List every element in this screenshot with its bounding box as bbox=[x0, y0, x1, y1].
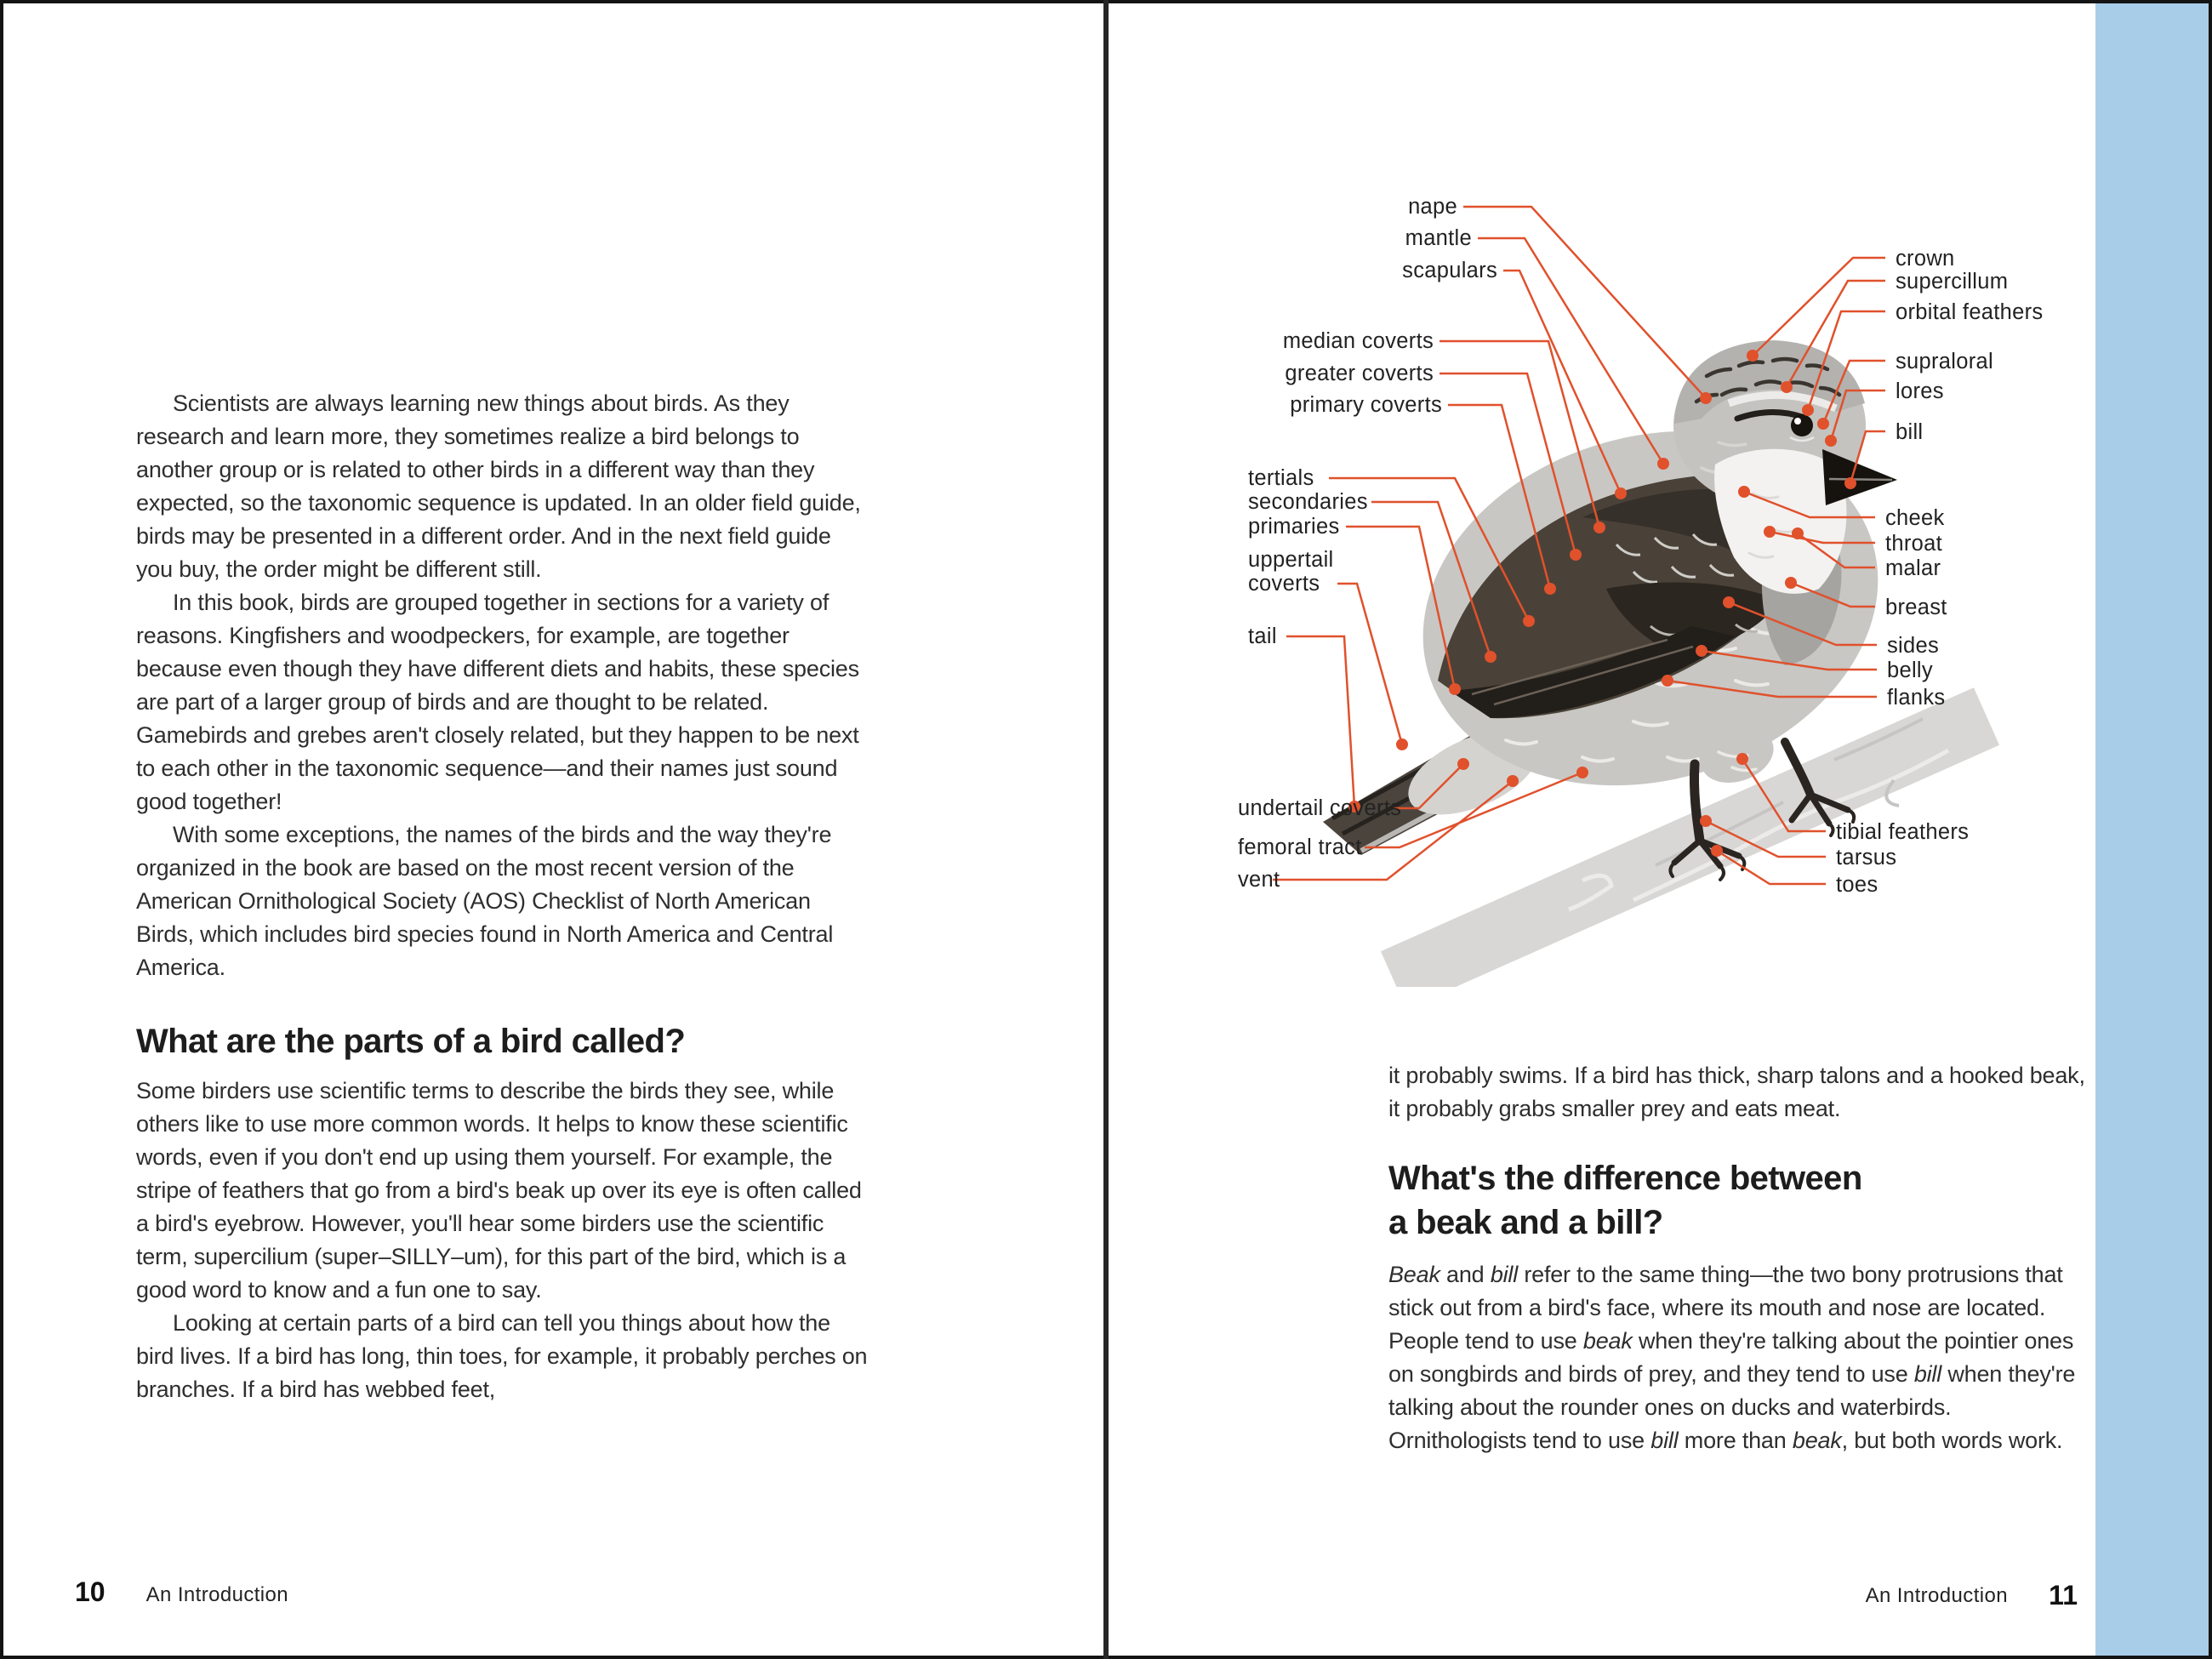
anchor-dot-nape bbox=[1700, 392, 1712, 404]
running-header-left: An Introduction bbox=[145, 1583, 289, 1606]
anchor-dot-throat bbox=[1764, 526, 1776, 538]
diagram-label-tertials: tertials bbox=[1248, 466, 1314, 490]
heading-line-2: a beak and a bill? bbox=[1388, 1204, 1663, 1241]
diagram-label-vent: vent bbox=[1238, 868, 1280, 892]
anchor-dot-supraloral bbox=[1817, 418, 1829, 430]
paragraph: it probably swims. If a bird has thick, sharp talons and a hooked beak, it probably grabs smaller prey and eats meat. bbox=[1388, 1063, 2085, 1121]
diagram-label-femoral-tract: femoral tract bbox=[1238, 835, 1362, 859]
bird-eye bbox=[1791, 414, 1813, 436]
page-number-left: 10 bbox=[75, 1576, 105, 1607]
anchor-dot-tarsus bbox=[1700, 815, 1712, 827]
anchor-dot-primaries bbox=[1449, 683, 1461, 695]
page-edge-right bbox=[2209, 0, 2212, 1659]
anchor-dot-median-coverts bbox=[1593, 522, 1605, 533]
page-gutter bbox=[1103, 0, 1109, 1659]
paragraph: Beak and bill refer to the same thing—the two bony protrusions that stick out from a bird's face, where its mouth and nose are located. People tend to use beak when they're talking about the pointier ones on songbirds and birds of prey, and they tend to use bill when they're talking about the rounder ones on ducks and waterbirds. Ornithologists tend to use bill more than beak, but both words work. bbox=[1388, 1262, 2076, 1453]
anchor-dot-vent bbox=[1507, 775, 1519, 787]
diagram-label-primaries: primaries bbox=[1248, 515, 1340, 539]
anchor-dot-breast bbox=[1785, 577, 1797, 589]
diagram-label-tail: tail bbox=[1248, 624, 1277, 648]
diagram-label-bill: bill bbox=[1896, 420, 1924, 444]
paragraph: Some birders use scientific terms to describe the birds they see, while others like to use more common words. It helps to know these scientific words, even if you don't end up using them yourself. For example, the stripe of feathers that go from a bird's beak up over its eye is often called a bird's eyebrow. However, you'll hear some birders use the scientific term, supercilium (super–SILLY–um), for this part of the bird, which is a good word to know and a fun one to say. bbox=[136, 1078, 862, 1303]
diagram-label-uppertail-coverts-line2: coverts bbox=[1248, 572, 1320, 596]
anchor-dot-undertail-coverts bbox=[1457, 758, 1469, 770]
diagram-label-sides: sides bbox=[1887, 634, 1940, 658]
anchor-dot-sides bbox=[1723, 596, 1735, 608]
diagram-label-primary-coverts: primary coverts bbox=[1290, 393, 1442, 417]
diagram-label-undertail-coverts: undertail coverts bbox=[1238, 796, 1402, 820]
diagram-label-malar: malar bbox=[1885, 556, 1941, 580]
anchor-dot-cheek bbox=[1738, 486, 1750, 498]
paragraph: In this book, birds are grouped together in sections for a variety of reasons. Kingfishers and woodpeckers, for example, are together because even though they have different diets and habits, these species are part of a larger group of birds and are thought to be related. Gamebirds and grebes aren't closely related, but they happen to be next to each other in the taxonomic sequence—and their names just sound good together! bbox=[136, 590, 859, 814]
diagram-label-scapulars: scapulars bbox=[1402, 259, 1497, 282]
page-left bbox=[0, 0, 1103, 1659]
anchor-dot-uppertail-coverts bbox=[1396, 738, 1408, 750]
paragraph: Looking at certain parts of a bird can tell you things about how the bird lives. If a bird has long, thin toes, for example, it probably perches on branches. If a bird has webbed feet, bbox=[136, 1310, 868, 1402]
anchor-dot-bill bbox=[1844, 477, 1856, 489]
paragraph: Scientists are always learning new things about birds. As they research and learn more, they sometimes realize a bird belongs to another group or is related to other birds in a different way than they expected, so the taxonomic sequence is updated. In an older field guide, birds may be presented in a different order. And in the next field guide you buy, the order might be different still. bbox=[136, 391, 861, 582]
running-header-right: An Introduction bbox=[1865, 1584, 2008, 1607]
anchor-dot-flanks bbox=[1662, 675, 1673, 687]
page-number-right: 11 bbox=[2049, 1580, 2078, 1611]
diagram-label-orbital-feathers: orbital feathers bbox=[1896, 300, 2044, 324]
anchor-dot-greater-coverts bbox=[1570, 549, 1582, 561]
diagram-label-breast: breast bbox=[1885, 596, 1947, 619]
diagram-label-tibial-feathers: tibial feathers bbox=[1836, 820, 1970, 844]
diagram-label-mantle: mantle bbox=[1405, 226, 1472, 250]
diagram-label-lores: lores bbox=[1896, 379, 1944, 403]
anchor-dot-tibial-feathers bbox=[1736, 753, 1748, 765]
page-edge-left bbox=[0, 0, 3, 1659]
leader-line-mantle bbox=[1478, 238, 1663, 464]
diagram-label-supraloral: supraloral bbox=[1896, 350, 1993, 373]
diagram-label-throat: throat bbox=[1885, 532, 1943, 556]
anchor-dot-belly bbox=[1696, 645, 1707, 657]
anchor-dot-scapulars bbox=[1615, 487, 1627, 499]
diagram-label-secondaries: secondaries bbox=[1248, 490, 1368, 514]
diagram-label-cheek: cheek bbox=[1885, 506, 1945, 530]
blue-edge-strip bbox=[2095, 0, 2209, 1659]
paragraph: With some exceptions, the names of the birds and the way they're organized in the book are based on the most recent version of the American Ornithological Society (AOS) Checklist of North American Birds, which includes bird species found in North America and Central America. bbox=[136, 822, 834, 980]
diagram-label-uppertail-coverts-line1: uppertail bbox=[1248, 548, 1334, 572]
diagram-label-nape: nape bbox=[1408, 195, 1457, 219]
diagram-label-tarsus: tarsus bbox=[1836, 846, 1897, 869]
anchor-dot-tertials bbox=[1523, 615, 1535, 627]
anchor-dot-supercillum bbox=[1781, 381, 1793, 393]
footer-left bbox=[75, 1576, 288, 1608]
section-heading-beak-vs-bill bbox=[1388, 1156, 2095, 1245]
anchor-dot-crown bbox=[1747, 350, 1759, 362]
leader-line-nape bbox=[1463, 207, 1706, 398]
diagram-label-belly: belly bbox=[1887, 658, 1933, 682]
section-heading-parts-of-bird: What are the parts of a bird called? bbox=[136, 1023, 686, 1060]
heading-line-1: What's the difference between bbox=[1388, 1160, 1862, 1197]
diagram-label-median-coverts: median coverts bbox=[1282, 329, 1434, 353]
anchor-dot-secondaries bbox=[1485, 651, 1497, 663]
right-text-column bbox=[1388, 1059, 2095, 1457]
diagram-label-supercillum: supercillum bbox=[1896, 270, 2009, 294]
anchor-dot-mantle bbox=[1657, 458, 1669, 470]
diagram-label-flanks: flanks bbox=[1887, 686, 1946, 710]
anchor-dot-orbital-feathers bbox=[1802, 404, 1814, 416]
diagram-label-toes: toes bbox=[1836, 873, 1878, 897]
leader-line-tail bbox=[1286, 636, 1354, 807]
anchor-dot-lores bbox=[1825, 435, 1837, 447]
bird-bill bbox=[1822, 449, 1897, 505]
left-text-column bbox=[136, 387, 869, 1406]
anchor-dot-toes bbox=[1711, 845, 1723, 857]
anchor-dot-primary-coverts bbox=[1544, 583, 1556, 595]
diagram-label-crown: crown bbox=[1896, 247, 1955, 271]
anchor-dot-malar bbox=[1792, 527, 1804, 539]
leader-line-uppertail-coverts bbox=[1337, 584, 1402, 744]
diagram-label-greater-coverts: greater coverts bbox=[1285, 362, 1434, 385]
anchor-dot-femoral-tract bbox=[1576, 767, 1588, 778]
bird-anatomy-diagram bbox=[1106, 85, 2110, 987]
